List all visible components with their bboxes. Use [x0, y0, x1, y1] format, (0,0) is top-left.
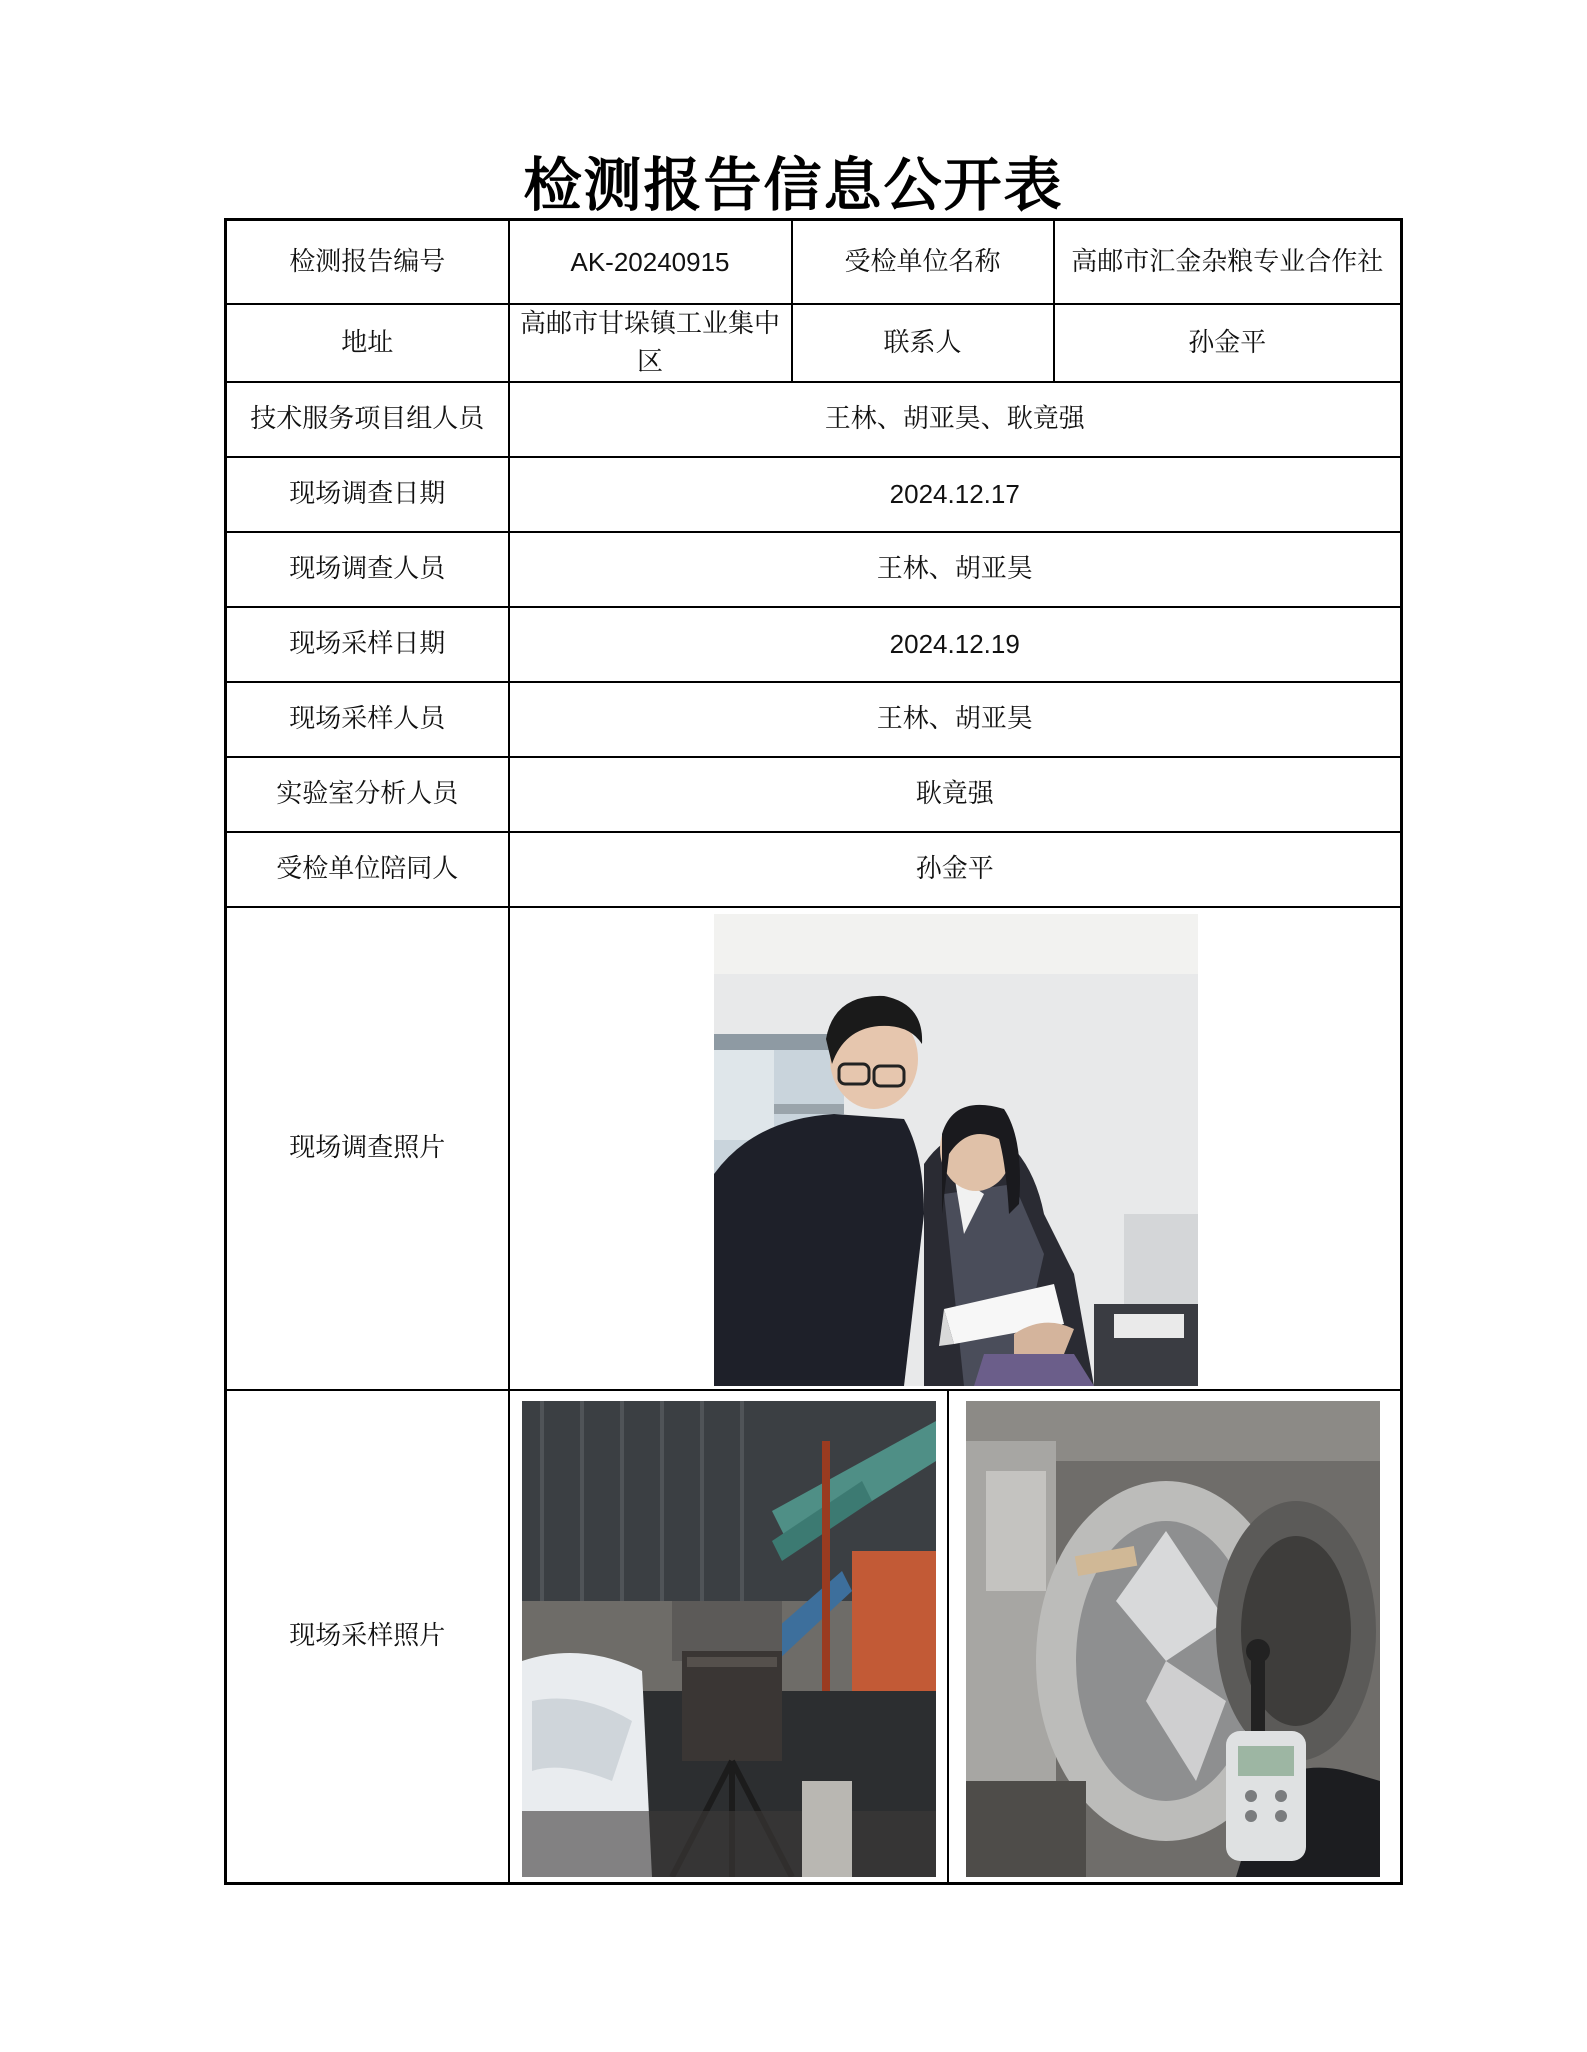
- sampling-photo-cell: [509, 1390, 1402, 1884]
- sampling-photo-left-image: [522, 1401, 936, 1877]
- sampling-photo-right-image: [966, 1401, 1380, 1877]
- sampling-staff-value: 王林、胡亚昊: [509, 682, 1402, 757]
- photo-divider: [947, 1391, 949, 1884]
- address-label: 地址: [226, 304, 509, 382]
- row-survey-date: [226, 457, 1402, 532]
- team-label: 技术服务项目组人员: [226, 382, 509, 457]
- row-team: [226, 382, 1402, 457]
- survey-staff-value: 王林、胡亚昊: [509, 532, 1402, 607]
- row-report-number: [226, 220, 1402, 304]
- escort-label: 受检单位陪同人: [226, 832, 509, 907]
- survey-photo-label: 现场调查照片: [226, 907, 509, 1390]
- sampling-photo-right: [966, 1401, 1380, 1877]
- sampling-date-value: 2024.12.19: [509, 607, 1402, 682]
- lab-staff-value: 耿竟强: [509, 757, 1402, 832]
- row-survey-staff: [226, 532, 1402, 607]
- row-sampling-date: [226, 607, 1402, 682]
- row-survey-photo: [226, 907, 1402, 1390]
- address-value: 高邮市甘垛镇工业集中区: [509, 304, 792, 382]
- contact-label: 联系人: [792, 304, 1054, 382]
- survey-staff-label: 现场调查人员: [226, 532, 509, 607]
- report-number-label: 检测报告编号: [226, 220, 509, 304]
- unit-name-label: 受检单位名称: [792, 220, 1054, 304]
- escort-value: 孙金平: [509, 832, 1402, 907]
- survey-date-value: 2024.12.17: [509, 457, 1402, 532]
- sampling-date-label: 现场采样日期: [226, 607, 509, 682]
- row-sampling-photo: [226, 1390, 1402, 1884]
- info-table: [224, 218, 1403, 1885]
- team-value: 王林、胡亚昊、耿竟强: [509, 382, 1402, 457]
- row-sampling-staff: [226, 682, 1402, 757]
- row-address: [226, 304, 1402, 382]
- survey-photo-image: [714, 914, 1198, 1386]
- sampling-photo-label: 现场采样照片: [226, 1390, 509, 1884]
- contact-value: 孙金平: [1054, 304, 1402, 382]
- page-title: 检测报告信息公开表: [523, 151, 1064, 219]
- survey-date-label: 现场调查日期: [226, 457, 509, 532]
- survey-photo-cell: [509, 907, 1402, 1390]
- unit-name-value: 高邮市汇金杂粮专业合作社: [1054, 220, 1402, 304]
- survey-photo: [714, 914, 1198, 1386]
- row-escort: [226, 832, 1402, 907]
- lab-staff-label: 实验室分析人员: [226, 757, 509, 832]
- report-number-value: AK-20240915: [509, 220, 792, 304]
- sampling-photo-left: [522, 1401, 936, 1877]
- sampling-staff-label: 现场采样人员: [226, 682, 509, 757]
- row-lab-staff: [226, 757, 1402, 832]
